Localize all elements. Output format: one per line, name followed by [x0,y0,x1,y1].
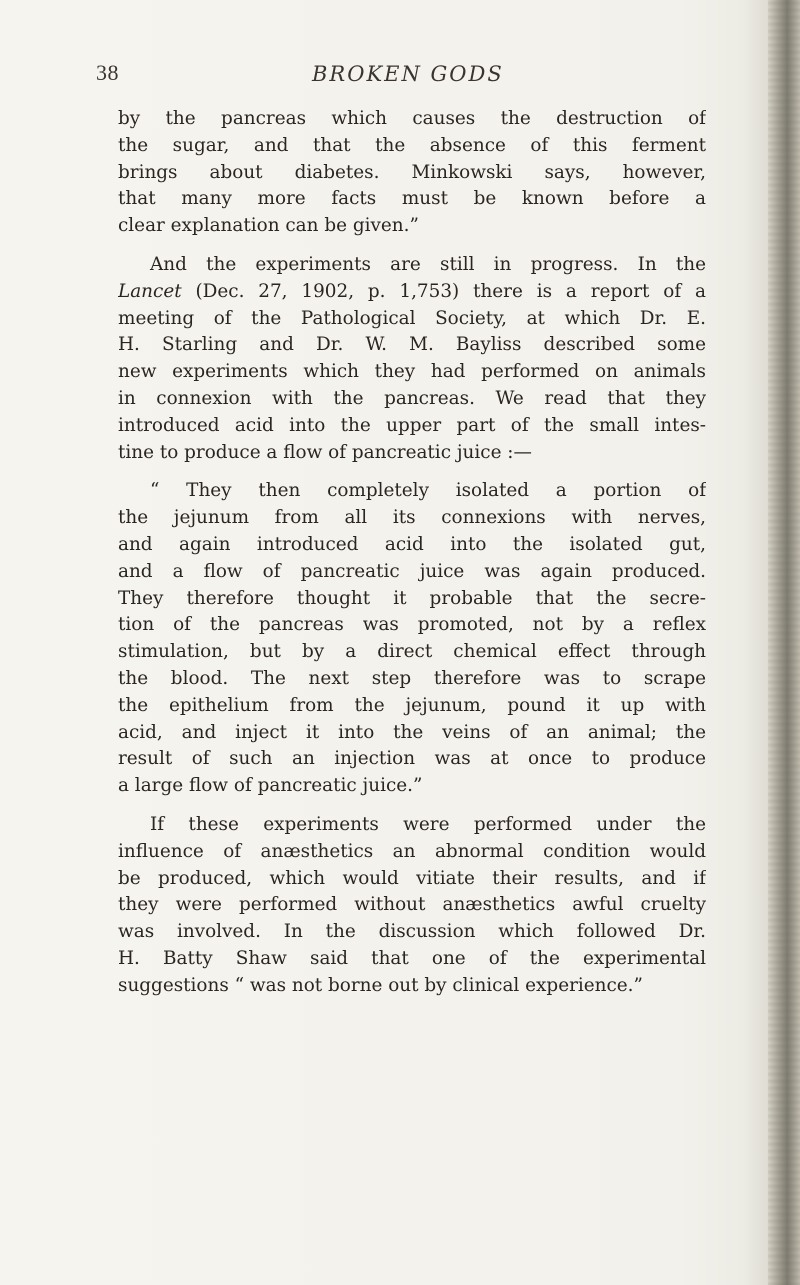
journal-title-lancet: Lancet [118,280,182,302]
text-line: they were performed without anæsthetics awful cruelty [118,894,706,916]
paragraph-4 [118,812,706,1000]
page-header [0,60,800,100]
text-line: and again introduced acid into the isolated gut, [118,533,706,555]
text-line: If these experiments were performed under the [150,813,706,835]
text-line: new experiments which they had performed on animals [118,361,706,383]
text-line: the sugar, and that the absence of this ferment [118,134,706,156]
text-line: be produced, which would vitiate their results, and if [118,867,706,889]
text-line: introduced acid into the upper part of the small intes- [118,414,706,436]
text-line: the epithelium from the jejunum, pound it up with [118,694,706,716]
text-line: by the pancreas which causes the destruction of [118,108,706,129]
text-line-rest: (Dec. 27, 1902, p. 1,753) there is a report of a [181,280,706,302]
quotation [118,478,706,800]
text-line: and a flow of pancreatic juice was again produced. [118,560,706,582]
paragraph-2 [118,252,706,466]
book-spine-edge [768,0,800,1285]
text-line: H. Starling and Dr. W. M. Bayliss described some [118,334,706,356]
text-line: acid, and inject it into the veins of an animal; the [118,721,706,743]
text-line: tion of the pancreas was promoted, not by a reflex [118,614,706,636]
text-line: was involved. In the discussion which followed Dr. [118,921,706,943]
text-line: meeting of the Pathological Society, at which Dr. E. [118,307,706,329]
text-line: And the experiments are still in progress. In the [150,253,706,275]
paragraph-gap [118,240,706,252]
text-line: H. Batty Shaw said that one of the experimental [118,947,706,969]
text-line: tine to produce a flow of pancreatic juice :— [118,441,532,463]
body-text [118,106,706,1000]
text-line: clear explanation can be given.” [118,215,419,237]
page-number: 38 [96,60,119,85]
paragraph-gap [118,800,706,812]
text-line: the jejunum from all its connexions with nerves, [118,507,706,529]
text-line: They therefore thought it probable that the secre- [118,587,706,609]
text-line: brings about diabetes. Minkowski says, however, [118,161,706,183]
text-line: in connexion with the pancreas. We read that they [118,387,706,409]
text-line: “ They then completely isolated a portion of [150,480,706,502]
running-head: BROKEN GODS [312,62,504,86]
text-line: the blood. The next step therefore was to scrape [118,667,706,689]
text-line-lancet [118,279,706,306]
text-line: influence of anæsthetics an abnormal condition would [118,840,706,862]
text-line: result of such an injection was at once to produce [118,748,706,770]
text-line: stimulation, but by a direct chemical effect through [118,641,706,663]
paragraph-gap [118,466,706,478]
text-line: that many more facts must be known before a [118,188,706,210]
text-line: suggestions “ was not borne out by clinical experience.” [118,974,643,996]
text-line: a large flow of pancreatic juice.” [118,775,423,797]
paragraph-1 [118,106,706,240]
